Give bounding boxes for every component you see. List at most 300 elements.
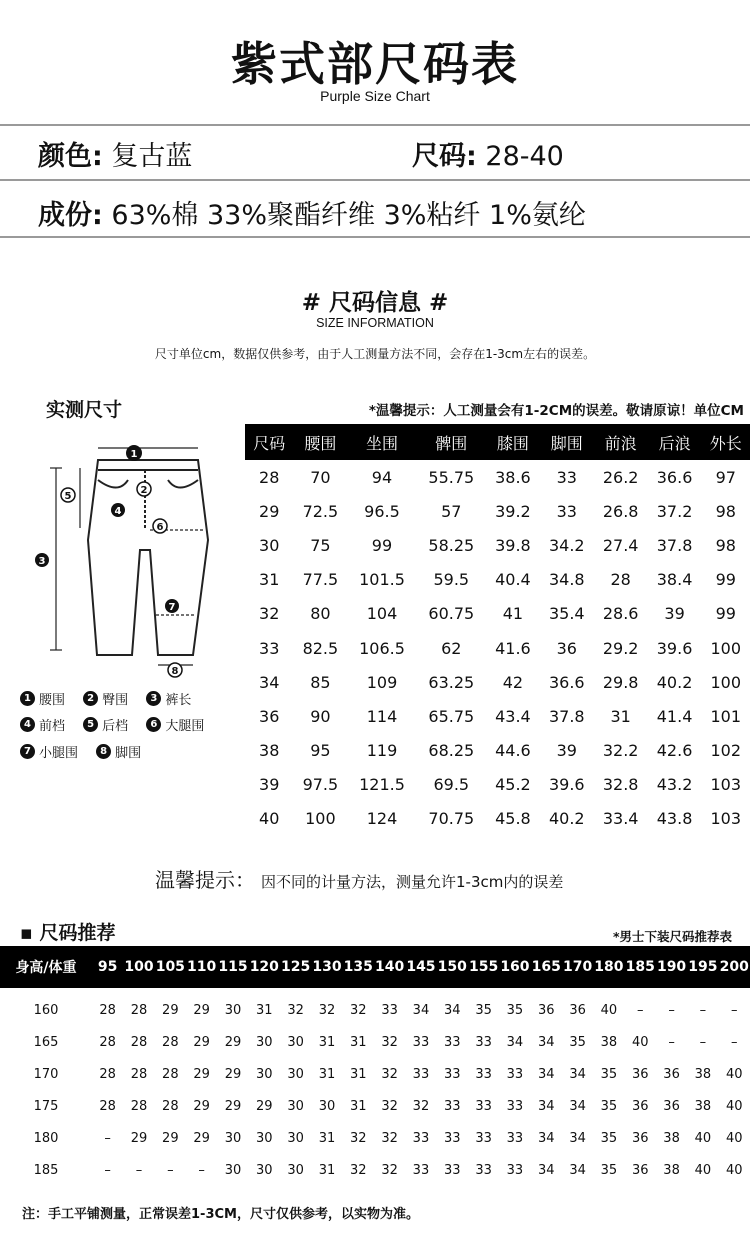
- table-row: [245, 631, 750, 665]
- legend-item: 后档: [102, 719, 129, 734]
- size-cell: 29: [193, 1034, 210, 1050]
- table-row: [245, 734, 750, 768]
- marker-4-label: 4: [114, 506, 122, 517]
- height-cell: 180: [33, 1130, 59, 1146]
- size-cell: –: [135, 1162, 143, 1178]
- table-cell: 55.75: [428, 467, 475, 487]
- size-cell: 33: [475, 1034, 492, 1050]
- legend-num: 5: [83, 717, 98, 732]
- size-cell: 34: [569, 1098, 586, 1114]
- marker-2-label: 2: [140, 485, 148, 496]
- size-cell: 33: [444, 1130, 461, 1146]
- table-cell: 44.6: [495, 741, 531, 761]
- size-cell: 31: [350, 1034, 367, 1050]
- section-title: # 尺码信息 #: [301, 290, 449, 316]
- legend-num: 4: [20, 717, 35, 732]
- size-cell: 33: [506, 1098, 524, 1114]
- size-cell: 33: [506, 1130, 524, 1146]
- size-cell: 33: [412, 1034, 430, 1050]
- size-cell: 35: [600, 1098, 618, 1114]
- table-cell: 72.5: [302, 501, 339, 521]
- size-col-header: 外长: [702, 424, 750, 460]
- size-cell: 40: [631, 1034, 649, 1050]
- size-cell: 33: [412, 1130, 430, 1146]
- table-cell: 39.6: [548, 775, 585, 795]
- weight-header: 115: [217, 946, 248, 988]
- size-cell: 29: [162, 1130, 179, 1146]
- warm-tip-text: 因不同的计量方法，测量允许1-3cm内的误差: [261, 873, 564, 891]
- table-cell: 75: [310, 535, 331, 555]
- size-cell: 34: [537, 1098, 555, 1114]
- recommend-note: *男士下装尺码推荐表: [612, 929, 732, 944]
- table-cell: 26.2: [602, 467, 639, 487]
- legend-num: 7: [20, 744, 35, 759]
- table-cell: 68.25: [428, 741, 475, 761]
- table-cell: 37.2: [656, 501, 693, 521]
- table-cell: 38.4: [656, 570, 693, 590]
- size-cell: 28: [130, 1034, 148, 1050]
- table-cell: 82.5: [302, 638, 339, 658]
- weight-header: 160: [499, 946, 530, 988]
- size-cell: 32: [287, 1002, 304, 1018]
- legend-item: 前档: [39, 719, 66, 734]
- table-cell: 28.6: [602, 604, 639, 624]
- table-cell: 98: [715, 535, 736, 555]
- table-cell: 43.4: [495, 706, 531, 726]
- size-cell: –: [668, 1002, 675, 1018]
- table-cell: 30: [259, 535, 280, 555]
- size-cell: 35: [475, 1002, 492, 1018]
- size-cell: 29: [256, 1098, 273, 1114]
- table-cell: 104: [366, 604, 398, 624]
- size-col-header: 后浪: [648, 424, 702, 460]
- size-cell: 30: [287, 1034, 304, 1050]
- size-cell: 33: [506, 1066, 524, 1082]
- size-cell: 31: [350, 1098, 367, 1114]
- size-cell: 38: [663, 1162, 680, 1178]
- table-row: [0, 1122, 750, 1154]
- size-cell: 31: [318, 1066, 336, 1082]
- weight-header: 95: [92, 946, 123, 988]
- table-cell: 29: [259, 501, 280, 521]
- measured-title: 实测尺寸: [46, 399, 123, 421]
- table-cell: 34.8: [548, 570, 585, 590]
- size-cell: 36: [631, 1098, 649, 1114]
- size-cell: 31: [256, 1002, 273, 1018]
- table-cell: 31: [610, 706, 631, 726]
- size-cell: 30: [224, 1162, 242, 1178]
- table-cell: 43.8: [656, 809, 693, 829]
- size-cell: –: [198, 1162, 205, 1178]
- weight-header: 155: [468, 946, 499, 988]
- size-cell: 38: [663, 1130, 680, 1146]
- size-cell: 36: [631, 1066, 649, 1082]
- size-table: [245, 424, 750, 836]
- marker-1-label: 1: [130, 449, 138, 460]
- size-col-header: 膝围: [486, 424, 540, 460]
- table-cell: 42: [502, 672, 524, 692]
- size-cell: –: [668, 1034, 675, 1050]
- table-cell: 57: [441, 501, 462, 521]
- table-cell: 45.8: [495, 809, 531, 829]
- size-cell: 33: [444, 1066, 461, 1082]
- footnote: 注：手工平铺测量，正常误差1-3CM，尺寸仅供参考，以实物为准。: [22, 1207, 419, 1222]
- recommend-title: ▪ 尺码推荐: [20, 922, 116, 944]
- size-cell: 38: [694, 1098, 712, 1114]
- size-col-header: 前浪: [594, 424, 648, 460]
- size-cell: 34: [537, 1034, 555, 1050]
- size-cell: 33: [412, 1162, 430, 1178]
- recommend-corner-header: 身高/体重: [0, 946, 92, 988]
- table-cell: 95: [310, 741, 331, 761]
- table-cell: 102: [710, 741, 742, 761]
- size-cell: 32: [381, 1162, 398, 1178]
- table-row: [0, 1090, 750, 1122]
- table-cell: 32: [259, 604, 280, 624]
- table-cell: 70: [310, 467, 331, 487]
- size-cell: –: [104, 1162, 111, 1178]
- table-cell: 96.5: [364, 501, 400, 521]
- size-cell: 31: [350, 1066, 367, 1082]
- legend-item: 大腿围: [165, 719, 205, 734]
- material-label: 成份:: [38, 200, 103, 231]
- divider: [0, 179, 750, 181]
- size-cell: 29: [193, 1130, 210, 1146]
- table-cell: 32.2: [602, 741, 639, 761]
- table-cell: 40.4: [495, 570, 531, 590]
- size-cell: 28: [130, 1066, 148, 1082]
- size-attribute: [412, 134, 564, 173]
- size-cell: 32: [381, 1098, 398, 1114]
- pocket-left: [98, 480, 128, 488]
- marker-8-label: 8: [171, 666, 179, 677]
- size-cell: 32: [350, 1162, 367, 1178]
- table-cell: 101: [710, 706, 742, 726]
- table-row: [245, 768, 750, 802]
- size-cell: 34: [569, 1162, 586, 1178]
- weight-header: 170: [562, 946, 593, 988]
- table-cell: 69.5: [433, 775, 470, 795]
- size-cell: 31: [318, 1130, 336, 1146]
- legend-item: 腰围: [39, 693, 66, 708]
- table-cell: 43.2: [656, 775, 693, 795]
- table-cell: 39: [664, 604, 685, 624]
- size-cell: 34: [537, 1162, 555, 1178]
- legend-item: 小腿围: [39, 746, 79, 761]
- measurement-tip: *温馨提示：人工测量会有1-2CM的误差。敬请原谅！单位CM: [368, 403, 744, 419]
- table-cell: 28: [610, 570, 631, 590]
- size-cell: 29: [193, 1098, 210, 1114]
- table-cell: 65.75: [428, 706, 475, 726]
- legend-row-3: [20, 742, 155, 761]
- size-cell: 29: [130, 1130, 148, 1146]
- table-cell: 90: [310, 706, 331, 726]
- table-cell: 36: [556, 638, 577, 658]
- size-value: 28-40: [485, 141, 564, 172]
- size-cell: 28: [99, 1098, 116, 1114]
- table-cell: 40.2: [656, 672, 693, 692]
- size-cell: 40: [726, 1130, 743, 1146]
- size-cell: 33: [381, 1002, 398, 1018]
- weight-header: 190: [656, 946, 687, 988]
- table-cell: 33.4: [602, 809, 639, 829]
- size-cell: 33: [475, 1162, 492, 1178]
- legend-num: 3: [146, 691, 161, 706]
- size-cell: 28: [130, 1098, 148, 1114]
- table-cell: 28: [259, 467, 280, 487]
- size-cell: 28: [99, 1002, 116, 1018]
- height-cell: 185: [33, 1162, 59, 1178]
- weight-header: 120: [249, 946, 280, 988]
- table-cell: 31: [259, 570, 280, 590]
- size-cell: –: [167, 1162, 174, 1178]
- size-cell: 31: [318, 1162, 336, 1178]
- table-row: [0, 1058, 750, 1090]
- size-cell: 30: [256, 1066, 273, 1082]
- size-cell: 40: [726, 1098, 743, 1114]
- size-cell: 34: [569, 1066, 586, 1082]
- table-row: [245, 802, 750, 836]
- size-cell: 28: [99, 1034, 116, 1050]
- size-cell: 35: [569, 1034, 586, 1050]
- size-cell: 30: [256, 1162, 273, 1178]
- size-cell: 35: [506, 1002, 524, 1018]
- pocket-right: [168, 480, 198, 488]
- table-cell: 39.8: [495, 535, 531, 555]
- table-cell: 114: [366, 706, 398, 726]
- weight-header: 135: [343, 946, 374, 988]
- table-cell: 58.25: [428, 535, 475, 555]
- table-cell: 41.6: [495, 638, 531, 658]
- table-cell: 70.75: [428, 809, 475, 829]
- legend-num: 6: [146, 717, 161, 732]
- page-title: 紫式部尺码表: [231, 37, 519, 91]
- table-cell: 63.25: [428, 672, 475, 692]
- size-cell: 33: [444, 1034, 461, 1050]
- weight-header: 140: [374, 946, 405, 988]
- table-cell: 40.2: [548, 809, 585, 829]
- marker-6-label: 6: [156, 522, 164, 533]
- size-cell: –: [731, 1002, 738, 1018]
- size-col-header: 脚围: [540, 424, 594, 460]
- legend-item: 脚围: [115, 746, 142, 761]
- legend-row-1: [20, 689, 205, 708]
- color-value: 复古蓝: [111, 141, 193, 172]
- legend-item: 裤长: [165, 693, 192, 708]
- size-cell: 40: [600, 1002, 618, 1018]
- table-row: [245, 665, 750, 699]
- size-table-header: [245, 424, 750, 460]
- table-row: [245, 494, 750, 528]
- table-cell: 36: [259, 706, 280, 726]
- table-cell: 42.6: [656, 741, 693, 761]
- size-cell: 28: [130, 1002, 148, 1018]
- table-cell: 29.2: [602, 638, 639, 658]
- size-cell: 30: [224, 1130, 242, 1146]
- table-cell: 100: [305, 809, 336, 829]
- size-cell: 29: [224, 1034, 242, 1050]
- weight-header: 195: [687, 946, 718, 988]
- weight-header: 165: [531, 946, 562, 988]
- table-cell: 62: [441, 638, 462, 658]
- size-cell: 30: [256, 1034, 273, 1050]
- table-cell: 103: [710, 775, 742, 795]
- size-col-header: 腰围: [293, 424, 347, 460]
- height-cell: 160: [33, 1002, 59, 1018]
- table-cell: 101.5: [359, 570, 405, 590]
- size-cell: 34: [444, 1002, 461, 1018]
- table-cell: 33: [259, 638, 280, 658]
- material-value: 63%棉 33%聚酯纤维 3%粘纤 1%氨纶: [111, 200, 586, 231]
- legend-row-2: [20, 715, 218, 734]
- color-label: 颜色:: [38, 141, 103, 172]
- height-cell: 170: [33, 1066, 59, 1082]
- size-cell: 32: [381, 1066, 398, 1082]
- size-cell: 32: [318, 1002, 336, 1018]
- table-cell: 41.4: [656, 706, 693, 726]
- table-cell: 29.8: [602, 672, 639, 692]
- table-cell: 119: [366, 741, 398, 761]
- weight-header: 200: [719, 946, 750, 988]
- size-cell: 33: [444, 1162, 461, 1178]
- marker-3-label: 3: [38, 556, 46, 567]
- size-cell: 30: [287, 1098, 304, 1114]
- legend-item: 臀围: [102, 693, 129, 708]
- size-cell: 40: [726, 1162, 743, 1178]
- weight-header: 110: [186, 946, 217, 988]
- size-cell: 32: [381, 1130, 398, 1146]
- section-subtitle: SIZE INFORMATION: [316, 316, 434, 330]
- size-cell: 32: [350, 1002, 367, 1018]
- size-cell: 36: [663, 1066, 680, 1082]
- marker-5-label: 5: [64, 491, 72, 502]
- height-cell: 165: [33, 1034, 59, 1050]
- table-cell: 99: [715, 604, 736, 624]
- size-cell: 32: [350, 1130, 367, 1146]
- table-cell: 38.6: [495, 467, 531, 487]
- table-cell: 33: [556, 467, 577, 487]
- size-cell: 31: [318, 1034, 336, 1050]
- table-cell: 100: [710, 672, 742, 692]
- table-cell: 103: [710, 809, 742, 829]
- pants-diagram: [28, 440, 238, 680]
- table-cell: 45.2: [495, 775, 531, 795]
- table-cell: 85: [310, 672, 331, 692]
- legend-num: 1: [20, 691, 35, 706]
- table-cell: 36.6: [548, 672, 585, 692]
- table-cell: 60.75: [428, 604, 475, 624]
- weight-header: 105: [155, 946, 186, 988]
- table-cell: 41: [502, 604, 524, 624]
- size-cell: 36: [663, 1098, 680, 1114]
- size-cell: 34: [506, 1034, 524, 1050]
- table-cell: 97: [715, 467, 736, 487]
- size-cell: 34: [537, 1130, 555, 1146]
- section-note: 尺寸单位cm，数据仅供参考，由于人工测量方法不同，会存在1-3cm左右的误差。: [154, 347, 596, 361]
- size-cell: 30: [318, 1098, 336, 1114]
- table-cell: 39: [556, 741, 577, 761]
- size-cell: 30: [256, 1130, 273, 1146]
- size-cell: –: [699, 1002, 707, 1018]
- page-subtitle: Purple Size Chart: [320, 88, 430, 104]
- table-cell: 59.5: [433, 570, 470, 590]
- size-cell: 32: [412, 1098, 430, 1114]
- table-cell: 98: [715, 501, 736, 521]
- weight-header: 125: [280, 946, 311, 988]
- size-cell: 38: [694, 1066, 712, 1082]
- table-row: [0, 994, 750, 1026]
- size-cell: 29: [224, 1066, 242, 1082]
- size-cell: 28: [162, 1066, 179, 1082]
- table-row: [245, 528, 750, 562]
- size-cell: –: [636, 1002, 644, 1018]
- table-cell: 121.5: [359, 775, 405, 795]
- size-cell: 30: [287, 1066, 304, 1082]
- size-cell: 34: [537, 1066, 555, 1082]
- table-cell: 38: [259, 741, 280, 761]
- size-cell: 40: [694, 1130, 712, 1146]
- size-cell: 30: [287, 1130, 304, 1146]
- table-cell: 109: [366, 672, 398, 692]
- table-row: [245, 563, 750, 597]
- size-table-body: [245, 460, 750, 836]
- table-cell: 37.8: [656, 535, 693, 555]
- weight-header: 145: [405, 946, 436, 988]
- table-cell: 77.5: [302, 570, 339, 590]
- size-col-header: 髀围: [417, 424, 486, 460]
- table-cell: 39: [259, 775, 280, 795]
- size-cell: 40: [694, 1162, 712, 1178]
- weight-header: 185: [625, 946, 656, 988]
- height-cell: 175: [33, 1098, 59, 1114]
- table-cell: 40: [259, 809, 280, 829]
- marker-7-label: 7: [168, 602, 176, 613]
- size-cell: 33: [475, 1098, 492, 1114]
- table-row: [245, 699, 750, 733]
- table-cell: 97.5: [302, 775, 339, 795]
- size-cell: 28: [99, 1066, 116, 1082]
- legend-num: 2: [83, 691, 98, 706]
- size-cell: 34: [569, 1130, 586, 1146]
- size-cell: 30: [287, 1162, 304, 1178]
- table-cell: 99: [715, 570, 736, 590]
- size-cell: 35: [600, 1066, 618, 1082]
- size-cell: 33: [475, 1066, 492, 1082]
- table-cell: 35.4: [548, 604, 585, 624]
- recommend-table: [0, 946, 750, 1186]
- table-cell: 36.6: [656, 467, 693, 487]
- size-cell: 33: [444, 1098, 461, 1114]
- size-cell: 33: [475, 1130, 492, 1146]
- size-cell: 40: [726, 1066, 743, 1082]
- size-cell: 29: [224, 1098, 242, 1114]
- color-attribute: [38, 134, 192, 173]
- size-cell: 29: [193, 1002, 210, 1018]
- material-attribute: [38, 193, 586, 232]
- size-cell: 36: [631, 1130, 649, 1146]
- table-cell: 100: [710, 638, 742, 658]
- table-cell: 27.4: [602, 535, 639, 555]
- table-cell: 32.8: [602, 775, 639, 795]
- size-cell: –: [104, 1130, 111, 1146]
- recommend-table-header: [0, 946, 750, 988]
- table-cell: 99: [371, 535, 393, 555]
- table-cell: 26.8: [602, 501, 639, 521]
- table-cell: 39.6: [656, 638, 693, 658]
- size-cell: 32: [381, 1034, 398, 1050]
- size-cell: 29: [193, 1066, 210, 1082]
- size-cell: 33: [506, 1162, 524, 1178]
